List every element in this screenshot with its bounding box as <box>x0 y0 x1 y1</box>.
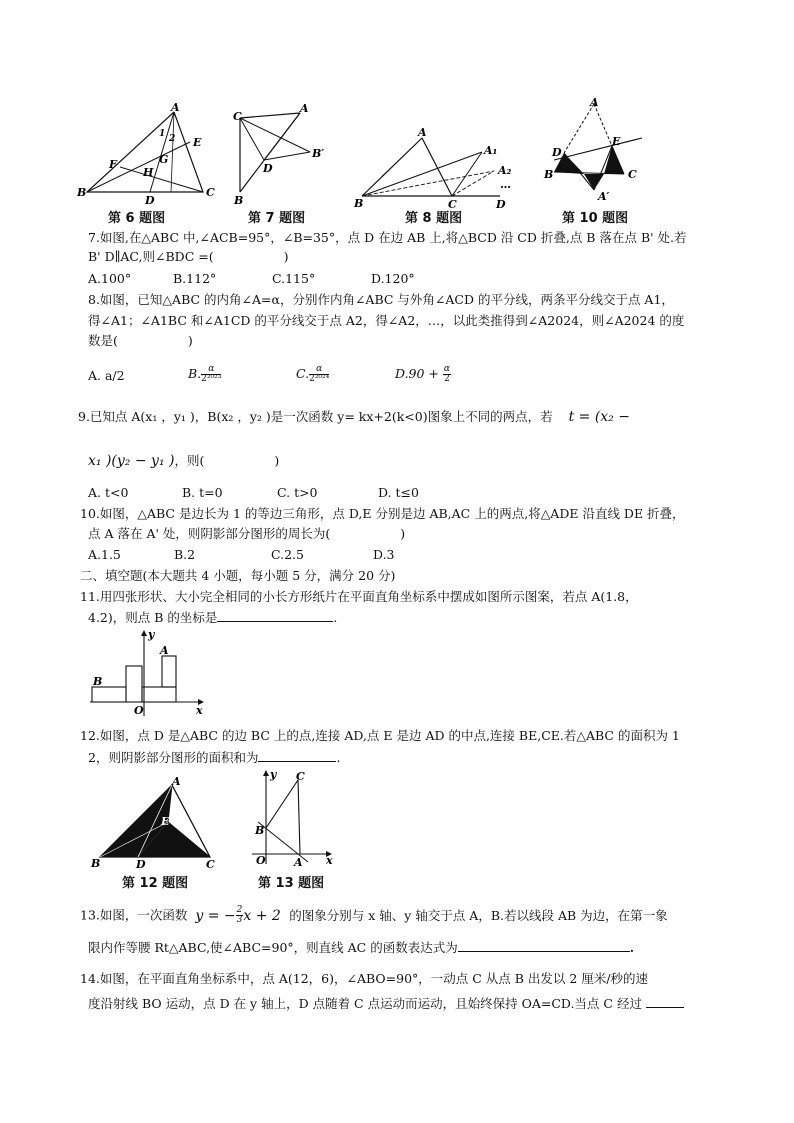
q11-answer-blank[interactable] <box>217 609 333 622</box>
figure-13 <box>248 768 338 868</box>
q7-option-c: C.115° <box>272 271 316 286</box>
fig8-label-A: A <box>418 126 427 139</box>
q9-option-b: B. t=0 <box>182 485 223 500</box>
section-2-heading: 二、填空题(本大题共 4 小题，每小题 5 分，满分 20 分) <box>80 568 396 583</box>
q13-answer-blank[interactable] <box>458 939 630 952</box>
q9-line2-end: ) <box>274 453 280 468</box>
q9-option-a: A. t<0 <box>88 485 129 500</box>
q14-line1: 14.如图，在平面直角坐标系中，点 A(12，6)，∠ABO=90°，一动点 C 从点 B 出发以 2 厘米/秒的速 <box>80 971 649 986</box>
fig8-caption: 第 8 题图 <box>405 211 463 226</box>
fig11-label-x: x <box>196 704 203 717</box>
figure-11 <box>86 628 206 720</box>
fig7-label-B: B <box>234 194 244 207</box>
fig13-label-x: x <box>326 854 333 867</box>
q8-option-a: A. a/2 <box>88 368 125 383</box>
q9-formula-t: t = (x₂ − <box>568 409 630 425</box>
fig7-label-A: A <box>300 102 309 115</box>
q7-line2 <box>88 249 288 265</box>
fig10-label-B: B <box>544 168 554 181</box>
fig8-label-B: B <box>354 197 364 210</box>
fig6-label-D: D <box>145 194 155 207</box>
q8-line3-text: 数是( <box>88 333 118 348</box>
fig6-label-2: 2 <box>169 134 176 144</box>
fig12-label-C: C <box>206 858 215 871</box>
fig8-label-A2: A₂ <box>498 164 512 177</box>
fig8-label-D: D <box>496 198 506 210</box>
q7-line2-text: B' D∥AC,则∠BDC =( <box>88 249 214 264</box>
fig8-label-dots: … <box>500 178 511 191</box>
q12-line2 <box>88 749 340 766</box>
fig6-label-E: E <box>193 136 202 149</box>
q13-line2 <box>88 939 634 956</box>
fig13-label-A: A <box>294 856 303 868</box>
figure-7 <box>228 100 328 210</box>
fig10-label-Ap: A′ <box>598 190 610 203</box>
q9-line1-text: 9.已知点 A(x₁ ，y₁ )，B(x₂ ，y₂ )是一次函数 y= kx+2(k<0)图象上不同的两点，若 <box>78 409 553 424</box>
fig10-label-A: A <box>590 98 599 109</box>
fig12-label-E: E <box>161 815 170 828</box>
q10-line2 <box>88 526 405 542</box>
q9-line2-text: ，则( <box>174 453 205 468</box>
figure-8 <box>352 124 522 210</box>
fig7-label-C: C <box>233 110 242 123</box>
q11-line2-text: 4.2)，则点 B 的坐标是 <box>88 610 218 625</box>
fig10-label-D: D <box>552 146 562 159</box>
fig6-label-A: A <box>171 101 180 114</box>
q9-line2 <box>88 453 279 469</box>
fig12-label-D: D <box>136 858 146 871</box>
fig8-label-A1: A₁ <box>484 144 498 157</box>
q13-formula: y = − $\frac{2}{3}$ x + 2 <box>195 905 281 925</box>
q10-line2-end: ) <box>400 526 406 541</box>
q7-option-a: A.100° <box>88 271 132 286</box>
fig6-label-C: C <box>206 186 215 199</box>
q11-line2-end: . <box>333 610 338 625</box>
figure-12 <box>88 775 223 875</box>
fig6-label-H: H <box>143 166 154 179</box>
q14-line2 <box>88 995 684 1012</box>
q8-option-d: D.90 + $\frac{\alpha}{2}$ <box>395 364 450 384</box>
fig6-label-1: 1 <box>159 129 166 139</box>
q10-option-d: D.3 <box>373 547 395 562</box>
fig12-caption: 第 12 题图 <box>122 876 189 891</box>
q11-line2 <box>88 609 337 626</box>
fig6-label-F: F <box>109 158 117 171</box>
fig11-label-y: y <box>148 628 155 641</box>
q8-line3 <box>88 333 193 349</box>
q9-option-d: D. t≤0 <box>378 485 419 500</box>
q9-line1 <box>78 409 630 425</box>
fig12-label-A: A <box>172 775 181 788</box>
fig13-label-O: O <box>256 854 266 867</box>
fig11-label-B: B <box>93 675 103 688</box>
q10-option-b: B.2 <box>174 547 196 562</box>
fig10-label-C: C <box>628 168 637 181</box>
q13-line2-end: . <box>629 940 635 955</box>
q7-option-b: B.112° <box>173 271 217 286</box>
fig7-label-Bp: B′ <box>312 147 325 160</box>
fig11-label-A: A <box>160 644 169 657</box>
q7-line1: 7.如图,在△ABC 中,∠ACB=95°，∠B=35°，点 D 在边 AB 上,将△BCD 沿 CD 折叠,点 B 落在点 B' 处.若 <box>88 230 687 245</box>
fig7-caption: 第 7 题图 <box>248 211 306 226</box>
q11-line1: 11.用四张形状、大小完全相同的小长方形纸片在平面直角坐标系中摆成如图所示图案，若点 A(1.8， <box>80 589 638 604</box>
figure-6 <box>75 100 215 210</box>
q8-line1: 8.如图，已知△ABC 的内角∠A=α，分别作内角∠ABC 与外角∠ACD 的平分线，两条平分线交于点 A1， <box>88 292 674 307</box>
q8-line3-end: ) <box>187 333 193 348</box>
q10-line1: 10.如图，△ABC 是边长为 1 的等边三角形，点 D,E 分别是边 AB,AC 上的两点,将△ADE 沿直线 DE 折叠， <box>80 506 685 521</box>
q13-line1-text: 13.如图，一次函数 <box>80 907 188 923</box>
q12-line2-end: . <box>336 750 341 765</box>
q13-line1 <box>80 906 668 932</box>
figure-10 <box>540 98 650 210</box>
q10-line2-text: 点 A 落在 A' 处，则阴影部分图形的周长为( <box>88 526 331 541</box>
q10-option-c: C.2.5 <box>271 547 304 562</box>
fig6-label-B: B <box>77 186 87 199</box>
q8-line2: 得∠A1；∠A1BC 和∠A1CD 的平分线交于点 A2，得∠A2，…，以此类推得到∠A2024，则∠A2024 的度 <box>88 313 685 328</box>
q14-line2-text: 度沿射线 BO 运动，点 D 在 y 轴上，D 点随着 C 点运动而运动，且始终保持 OA=CD.当点 C 经过 <box>88 996 642 1011</box>
q12-answer-blank[interactable] <box>258 749 336 762</box>
fig13-caption: 第 13 题图 <box>258 876 325 891</box>
q9-formula-rest: x₁ )(y₂ − y₁ ) <box>88 453 175 469</box>
fig10-label-E: E <box>612 135 621 148</box>
q14-answer-blank[interactable] <box>646 995 684 1008</box>
fig13-label-C: C <box>296 770 305 783</box>
q8-option-c: C. $\frac{\alpha}{\text{2²⁰²⁴}}$ <box>296 364 330 384</box>
fig7-label-D: D <box>263 162 273 175</box>
q13-line2-text: 限内作等腰 Rt△ABC,使∠ABC=90°，则直线 AC 的函数表达式为 <box>88 940 458 955</box>
q13-line1-rest: 的图象分别与 x 轴、y 轴交于点 A，B.若以线段 AB 为边，在第一象 <box>289 907 668 923</box>
fig6-caption: 第 6 题图 <box>108 211 166 226</box>
fig10-caption: 第 10 题图 <box>562 211 629 226</box>
q12-line2-text: 2，则阴影部分图形的面积和为 <box>88 750 259 765</box>
q8-option-b: B. $\frac{\alpha}{\text{2²⁰²³}}$ <box>188 364 222 384</box>
q12-line1: 12.如图，点 D 是△ABC 的边 BC 上的点,连接 AD,点 E 是边 AD 的中点,连接 BE,CE.若△ABC 的面积为 1 <box>80 728 680 743</box>
q7-option-d: D.120° <box>371 271 415 286</box>
fig8-label-C: C <box>448 198 457 210</box>
fig11-label-O: O <box>134 704 144 717</box>
q7-line2-end: ) <box>283 249 289 264</box>
fig12-label-B: B <box>91 857 101 870</box>
fig6-label-G: G <box>159 153 169 166</box>
fig13-label-y: y <box>270 768 277 781</box>
fig13-label-B: B <box>255 824 265 837</box>
q9-option-c: C. t>0 <box>277 485 318 500</box>
q10-option-a: A.1.5 <box>88 547 121 562</box>
